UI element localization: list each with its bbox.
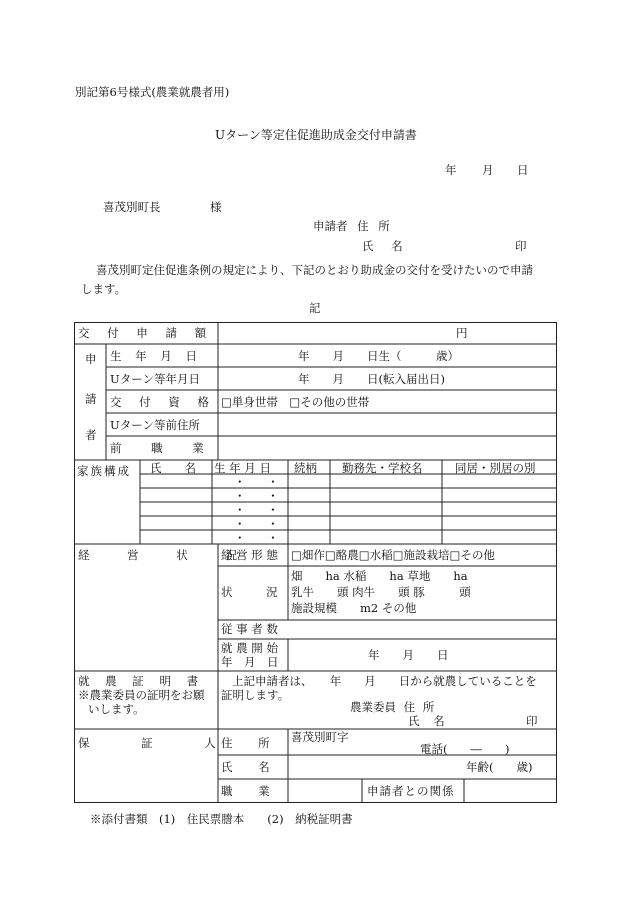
status-label: 状 況 — [221, 585, 278, 599]
certificate-label-1: 就 農 証 明 書 — [78, 674, 199, 688]
applicant-seal: 印 — [515, 239, 527, 253]
form-number: 別記第6号様式(農業就農者用) — [75, 85, 230, 99]
certificate-committee: 農業委員 住 所 — [350, 700, 435, 714]
addressee: 喜茂別町長 — [103, 200, 161, 214]
workers-label: 従 事 者 数 — [221, 622, 278, 636]
guarantor-job-label: 職 業 — [221, 784, 270, 798]
dob-value: 年 月 日生（ 歳） — [298, 349, 459, 363]
family-row-dob-dots: ・ ・ — [234, 517, 279, 531]
guarantor-label: 保 証 人 — [78, 736, 216, 750]
body-text-line2: します。 — [81, 282, 127, 296]
date-day: 日 — [517, 163, 529, 177]
certificate-seal: 印 — [526, 714, 538, 728]
start-date-label-1: 就 農 開 始 — [221, 641, 278, 655]
eligibility-label: 交 付 資 格 — [110, 395, 209, 409]
family-header-relation: 続柄 — [294, 461, 317, 475]
family-header-name: 氏 名 — [150, 461, 196, 475]
status-line1: 畑 ha 水稲 ha 草地 ha — [291, 569, 468, 583]
uturn-date-value: 年 月 日(転入届出日) — [298, 372, 445, 386]
uturn-date-label: Uターン等年月日 — [110, 372, 200, 386]
family-row-dob-dots: ・ ・ — [234, 489, 279, 503]
guarantor-relation-label: 申請者との関係 — [367, 784, 455, 798]
certificate-label-2: ※農業委員の証明をお願 — [78, 688, 205, 702]
certificate-text-2: 証明します。 — [221, 688, 290, 702]
addressee-suffix: 様 — [210, 200, 222, 214]
start-date-label-2: 年 月 日 — [221, 655, 279, 669]
family-header-dob: 生 年 月 日 — [214, 461, 271, 475]
guarantor-phone: 電話( ― ) — [420, 742, 510, 756]
start-date-value: 年 月 日 — [368, 648, 449, 662]
guarantor-age: 年齢( 歳) — [466, 760, 533, 774]
eligibility-value: □単身世帯 □その他の世帯 — [221, 395, 370, 409]
applicant-group-char-2: 請 — [85, 392, 97, 406]
guarantor-address-value: 喜茂別町字 — [291, 730, 349, 744]
management-type-label: 経 営 形 態 — [221, 548, 278, 562]
dob-label: 生 年 月 日 — [110, 349, 197, 363]
certificate-name-label: 氏 名 — [408, 714, 445, 728]
family-row-dob-dots: ・ ・ — [234, 531, 279, 545]
ki-heading: 記 — [309, 301, 321, 315]
family-row-dob-dots: ・ ・ — [234, 475, 279, 489]
date-year: 年 — [445, 163, 457, 177]
family-header-workplace: 勤務先・学校名 — [342, 461, 423, 475]
status-line2: 乳牛 頭 肉牛 頭 豚 頭 — [291, 585, 471, 599]
grant-amount-label: 交 付 申 請 額 — [78, 326, 207, 340]
certificate-text-1: 上記申請者は、 年 月 日から就農していることを — [232, 674, 537, 688]
status-line3: 施設規模 m2 その他 — [291, 601, 417, 615]
management-type-value: □畑作□酪農□水稲□施設栽培□その他 — [291, 548, 495, 562]
guarantor-address-label: 住 所 — [221, 736, 270, 750]
certificate-label-3: いします。 — [88, 702, 145, 716]
attachments-note: ※添付書類 (1) 住民票謄本 (2) 納税証明書 — [90, 812, 353, 826]
prev-job-label: 前 職 業 — [110, 441, 204, 455]
body-text-line1: 喜茂別町定住促進条例の規定により、下記のとおり助成金の交付を受けたいので申請 — [96, 263, 533, 277]
family-header-cohabit: 同居・別居の別 — [455, 461, 536, 475]
family-label: 家族構成 — [77, 464, 131, 478]
applicant-group-char-3: 者 — [85, 428, 97, 442]
document-title: Uターン等定住促進助成金交付申請書 — [215, 128, 417, 142]
applicant-address-label: 申請者 住 所 — [313, 219, 390, 233]
application-form-table — [74, 322, 557, 803]
family-row-dob-dots: ・ ・ — [234, 503, 279, 517]
guarantor-name-label: 氏 名 — [221, 760, 270, 774]
grant-amount-yen: 円 — [456, 326, 468, 340]
prev-address-label: Uターン等前住所 — [110, 418, 200, 432]
applicant-name-label: 氏 名 — [362, 239, 403, 253]
management-label: 経 営 状 況 — [78, 548, 237, 562]
applicant-group-char-1: 申 — [85, 352, 97, 366]
date-month: 月 — [482, 163, 494, 177]
